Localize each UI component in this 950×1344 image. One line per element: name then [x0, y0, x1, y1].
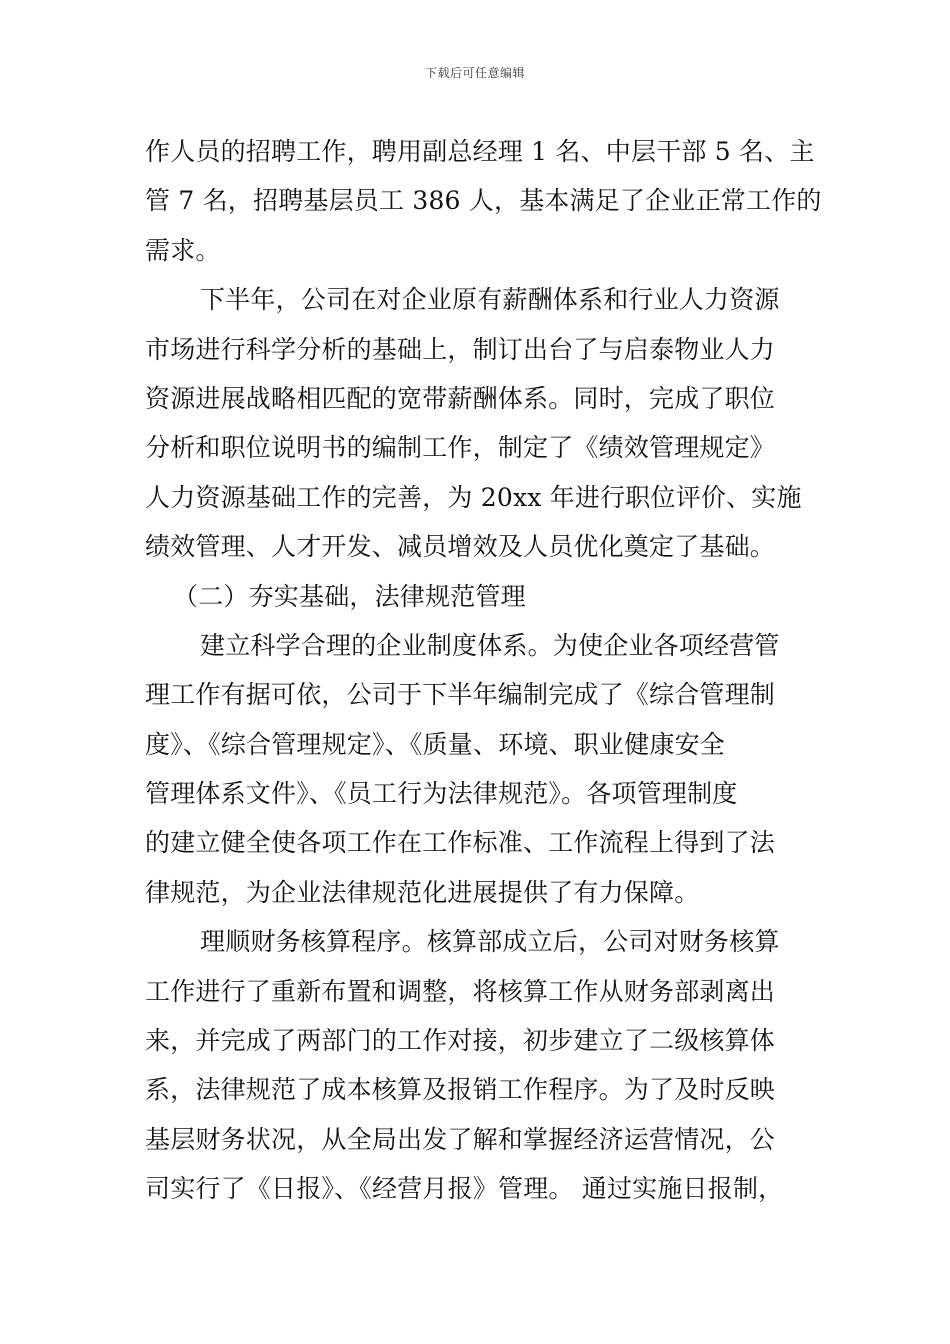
text-line: 市场进行科学分析的基础上，制订出台了与启泰物业人力 [145, 334, 776, 364]
paragraph-start-line: 建立科学合理的企业制度体系。为使企业各项经营管 [200, 630, 780, 660]
text-line: 资源进展战略相匹配的宽带薪酬体系。同时，完成了职位 [145, 383, 776, 413]
text-line: 需求。 [145, 235, 221, 265]
document-body [145, 127, 825, 1214]
text-line: 司实行了《日报》、《经营月报》管理。 通过实施日报制， [145, 1174, 784, 1204]
text-line: 基层财务状况，从全局出发了解和掌握经济运营情况，公 [145, 1124, 776, 1154]
text-line: 绩效管理、人才开发、减员增效及人员优化奠定了基础。 [145, 532, 776, 562]
page-header: 下载后可任意编辑 [424, 66, 525, 80]
text-line: 理工作有据可依，公司于下半年编制完成了《综合管理制 [145, 680, 776, 710]
text-line: 来，并完成了两部门的工作对接，初步建立了二级核算体 [145, 1026, 776, 1056]
text-line: 人力资源基础工作的完善，为 20xx 年进行职位评价、实施 [145, 482, 802, 512]
text-line: 作人员的招聘工作，聘用副总经理 1 名、中层干部 5 名、主 [145, 137, 815, 166]
paragraph-start-line: 下半年，公司在对企业原有薪酬体系和行业人力资源 [200, 285, 780, 315]
text-line: 分析和职位说明书的编制工作，制定了《绩效管理规定》 [145, 433, 776, 463]
text-line: 律规范，为企业法律规范化进展提供了有力保障。 [145, 877, 700, 907]
text-line: 的建立健全使各项工作在工作标准、工作流程上得到了法 [145, 828, 776, 858]
section-heading: （二）夯实基础，法律规范管理 [173, 581, 526, 611]
text-line: 工作进行了重新布置和调整，将核算工作从财务部剥离出 [145, 976, 776, 1006]
paragraph-start-line: 理顺财务核算程序。核算部成立后，公司对财务核算 [200, 927, 780, 957]
text-line: 管 7 名，招聘基层员工 386 人，基本满足了企业正常工作的 [145, 186, 822, 216]
text-line: 管理体系文件》、《员工行为法律规范》。各项管理制度 [145, 779, 738, 809]
text-line: 度》、《综合管理规定》、《质量、环境、职业健康安全 [145, 729, 726, 759]
text-line: 系，法律规范了成本核算及报销工作程序。为了及时反映 [145, 1075, 776, 1105]
